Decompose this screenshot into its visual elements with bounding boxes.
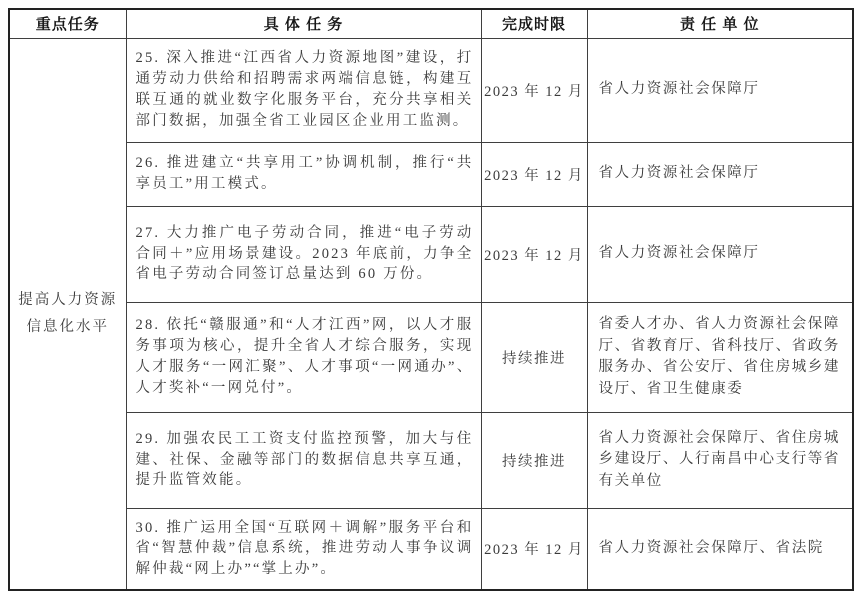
- table-row-25: [9, 38, 853, 142]
- deadline-cell-30: 2023 年 12 月: [481, 508, 587, 590]
- task-cell-25: 25. 深入推进“江西省人力资源地图”建设，打通劳动力供给和招聘需求两端信息链，构建互联互通的就业数字化服务平台，充分共享相关部门数据，加强全省工业园区企业用工监测。: [126, 38, 481, 142]
- unit-cell-28: 省委人才办、省人力资源社会保障厅、省教育厅、省科技厅、省政务服务办、省公安厅、省住房城乡建设厅、省卫生健康委: [587, 302, 853, 412]
- unit-cell-26: 省人力资源社会保障厅: [587, 142, 853, 206]
- deadline-cell-28: 持续推进: [481, 302, 587, 412]
- task-cell-26: 26. 推进建立“共享用工”协调机制，推行“共享员工”用工模式。: [126, 142, 481, 206]
- header-key-task: 重点任务: [9, 9, 126, 38]
- category-cell: [9, 38, 126, 590]
- header-row: [9, 9, 853, 38]
- table-row-30: [9, 508, 853, 590]
- task-cell-28: 28. 依托“赣服通”和“人才江西”网，以人才服务事项为核心，提升全省人才综合服务，实现人才服务“一网汇聚”、人才事项“一网通办”、人才奖补“一网兑付”。: [126, 302, 481, 412]
- unit-cell-29: 省人力资源社会保障厅、省住房城乡建设厅、人行南昌中心支行等省有关单位: [587, 412, 853, 508]
- unit-cell-25: 省人力资源社会保障厅: [587, 38, 853, 142]
- header-responsible-unit: 责 任 单 位: [587, 9, 853, 38]
- deadline-cell-25: 2023 年 12 月: [481, 38, 587, 142]
- task-cell-29: 29. 加强农民工工资支付监控预警，加大与住建、社保、金融等部门的数据信息共享互通，提升监管效能。: [126, 412, 481, 508]
- table-row-27: [9, 206, 853, 302]
- task-cell-27: 27. 大力推广电子劳动合同，推进“电子劳动合同＋”应用场景建设。2023 年底前，力争全省电子劳动合同签订总量达到 60 万份。: [126, 206, 481, 302]
- table-row-29: [9, 412, 853, 508]
- deadline-cell-29: 持续推进: [481, 412, 587, 508]
- deadline-cell-26: 2023 年 12 月: [481, 142, 587, 206]
- task-table: [8, 8, 854, 591]
- deadline-cell-27: 2023 年 12 月: [481, 206, 587, 302]
- unit-cell-30: 省人力资源社会保障厅、省法院: [587, 508, 853, 590]
- category-label: 提高人力资源信息化水平: [18, 291, 118, 335]
- unit-cell-27: 省人力资源社会保障厅: [587, 206, 853, 302]
- table-row-26: [9, 142, 853, 206]
- task-cell-30: 30. 推广运用全国“互联网＋调解”服务平台和省“智慧仲裁”信息系统，推进劳动人事争议调解仲裁“网上办”“掌上办”。: [126, 508, 481, 590]
- table-row-28: [9, 302, 853, 412]
- header-specific-task: 具 体 任 务: [126, 9, 481, 38]
- header-deadline: 完成时限: [481, 9, 587, 38]
